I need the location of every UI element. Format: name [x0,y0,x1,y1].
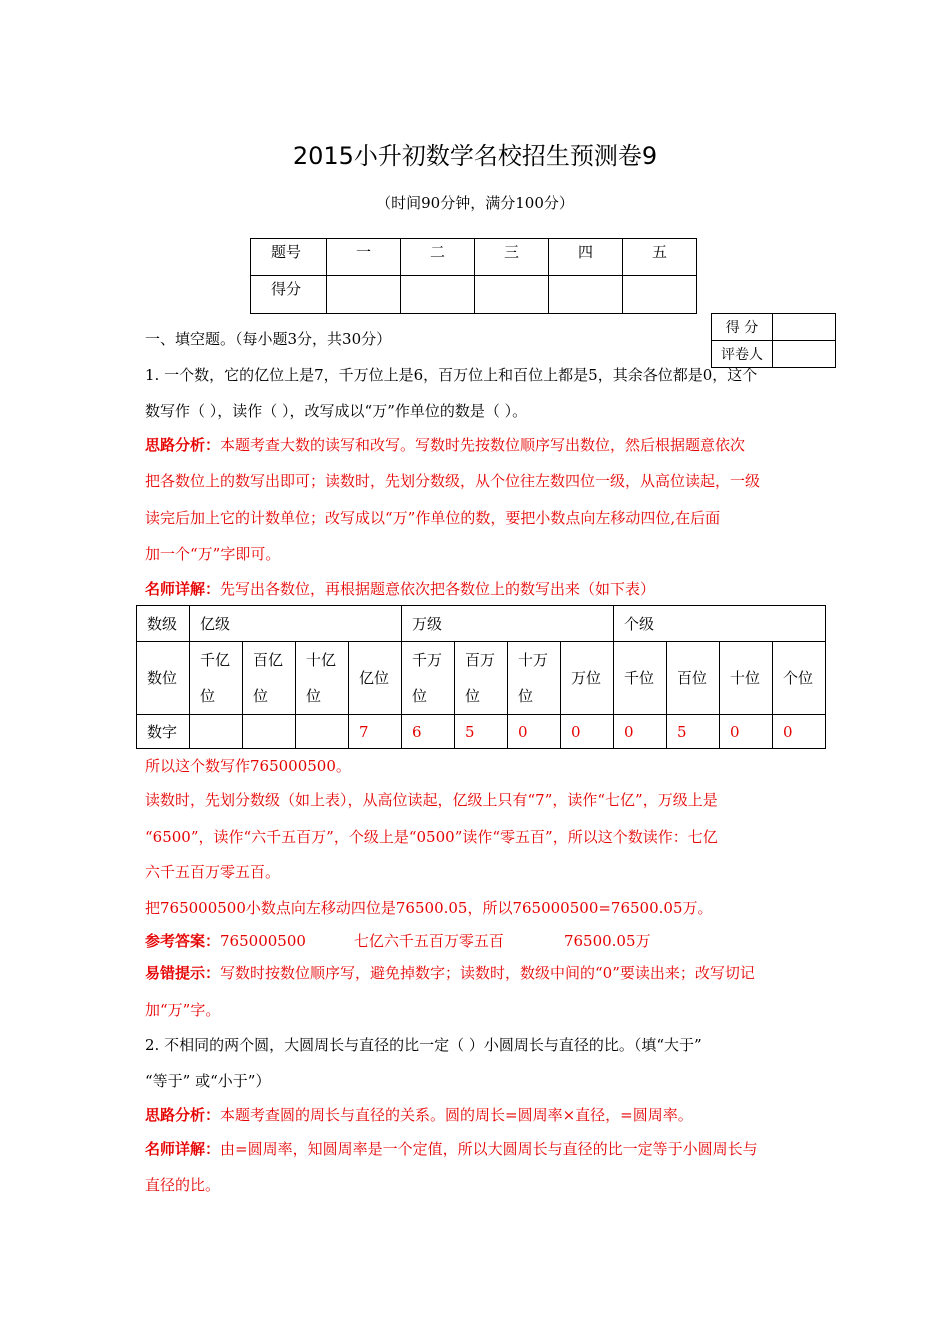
score-header-cell: 四 [549,239,623,276]
place-cell: 百位 [667,642,720,715]
q2-teacher-line2: 直径的比。 [145,1176,221,1194]
place-cell [190,642,243,715]
place-text: 位 [412,687,428,705]
q1-teacher-line [145,578,655,599]
place-text: 位 [200,687,216,705]
q1-analysis-line2: 把各数位上的数写出即可；读数时，先划分数级，从个位往左数四位一级，从高位读起，一级 [145,472,761,490]
level-cell: 万级 [402,606,614,642]
digit-cell: 0 [614,715,667,749]
q1-tip-line1 [145,962,755,983]
q2-line1: 2. 不相同的两个圆，大圆周长与直径的比一定（ ）小圆周长与直径的比。（填“大于” [145,1036,702,1054]
digit-cell: 6 [402,715,455,749]
q2-analysis-line [145,1104,693,1125]
reviewer-score-label: 得 分 [712,314,773,341]
digit-cell: 5 [667,715,720,749]
score-header-row [251,239,697,276]
q1-line2: 数写作（ ），读作（ ），改写成以“万”作单位的数是（ ）。 [145,402,528,420]
level-cell: 亿级 [190,606,402,642]
score-row-label: 得分 [251,276,327,314]
teacher-text: 由=圆周率，知圆周率是一个定值，所以大圆周长与直径的比一定等于小圆周长与 [220,1140,758,1158]
answer-1: 765000500 [220,932,306,950]
digit-cell [296,715,349,749]
q1-answer-line [145,930,651,951]
teacher-label: 名师详解： [145,580,221,598]
reviewer-box [711,313,836,368]
page-subtitle: （时间90分钟，满分100分） [376,194,574,212]
place-value-table [136,605,826,749]
q1-after-line4: 六千五百万零五百。 [145,863,281,881]
score-cell [549,276,623,314]
digit-cell: 0 [720,715,773,749]
place-text: 千亿 [200,651,231,669]
level-label: 数级 [137,606,190,642]
place-text: 位 [306,687,322,705]
analysis-label: 思路分析： [145,1106,221,1124]
place-cell [508,642,561,715]
section-heading: 一、填空题。（每小题3分，共30分） [145,330,392,348]
analysis-text: 本题考查大数的读写和改写。写数时先按数位顺序写出数位，然后根据题意依次 [220,436,746,454]
page-title: 2015小升初数学名校招生预测卷9 [292,142,658,170]
place-text: 位 [518,687,534,705]
analysis-text: 本题考查圆的周长与直径的关系。圆的周长=圆周率×直径，=圆周率。 [220,1106,693,1124]
digit-cell: 0 [508,715,561,749]
q1-after-line5: 把765000500小数点向左移动四位是76500.05，所以765000500=76500.05万。 [145,899,713,917]
score-cell [623,276,697,314]
score-header-cell: 一 [327,239,401,276]
score-cell [401,276,475,314]
digit-row [137,715,826,749]
level-cell: 个级 [614,606,826,642]
digit-label: 数字 [137,715,190,749]
q1-analysis-line4: 加一个“万”字即可。 [145,545,281,563]
place-cell [243,642,296,715]
place-text: 百亿 [253,651,284,669]
score-cell [475,276,549,314]
answer-label: 参考答案： [145,932,221,950]
place-text: 千万 [412,651,443,669]
digit-cell: 7 [349,715,402,749]
score-value-row [251,276,697,314]
reviewer-score-cell [773,314,836,341]
analysis-label: 思路分析： [145,436,221,454]
reviewer-name-cell [773,341,836,368]
digit-cell: 0 [561,715,614,749]
place-text: 十亿 [306,651,337,669]
place-label: 数位 [137,642,190,715]
digit-cell [243,715,296,749]
tip-label: 易错提示： [145,964,221,982]
place-row [137,642,826,715]
place-cell: 亿位 [349,642,402,715]
q1-tip-line2: 加“万”字。 [145,1001,221,1019]
digit-cell: 0 [773,715,826,749]
score-header-cell: 三 [475,239,549,276]
score-header-cell: 题号 [251,239,327,276]
q1-analysis-line3: 读完后加上它的计数单位；改写成以“万”作单位的数，要把小数点向左移动四位,在后面 [145,509,721,527]
score-table [250,238,697,314]
score-header-cell: 五 [623,239,697,276]
q1-after-line2: 读数时，先划分数级（如上表），从高位读起，亿级上只有“7”，读作“七亿”，万级上是 [145,791,718,809]
q1-analysis-line1 [145,434,745,455]
q2-line2: “等于” 或“小于”） [145,1072,271,1090]
place-cell: 个位 [773,642,826,715]
answer-3: 76500.05万 [563,932,651,950]
place-text: 百万 [465,651,496,669]
q1-after-line3: “6500”，读作“六千五百万”，个级上是“0500”读作“零五百”，所以这个数读作：七亿 [145,828,718,846]
teacher-label: 名师详解： [145,1140,221,1158]
place-cell [402,642,455,715]
digit-cell [190,715,243,749]
place-cell [296,642,349,715]
place-text: 位 [465,687,481,705]
q1-after-line1: 所以这个数写作765000500。 [145,757,351,775]
q1-line1: 1. 一个数，它的亿位上是7，千万位上是6，百万位上和百位上都是5，其余各位都是0，这个 [145,366,758,384]
reviewer-name-label: 评卷人 [712,341,773,368]
level-row [137,606,826,642]
q2-teacher-line1 [145,1138,758,1159]
place-cell: 十位 [720,642,773,715]
teacher-text: 先写出各数位，再根据题意依次把各数位上的数写出来（如下表） [220,580,656,598]
place-text: 位 [253,687,269,705]
tip-text: 写数时按数位顺序写，避免掉数字；读数时，数级中间的“0”要读出来；改写切记 [220,964,755,982]
place-cell [455,642,508,715]
place-text: 十万 [518,651,549,669]
place-cell: 万位 [561,642,614,715]
place-cell: 千位 [614,642,667,715]
answer-2: 七亿六千五百万零五百 [353,932,504,950]
score-header-cell: 二 [401,239,475,276]
digit-cell: 5 [455,715,508,749]
score-cell [327,276,401,314]
